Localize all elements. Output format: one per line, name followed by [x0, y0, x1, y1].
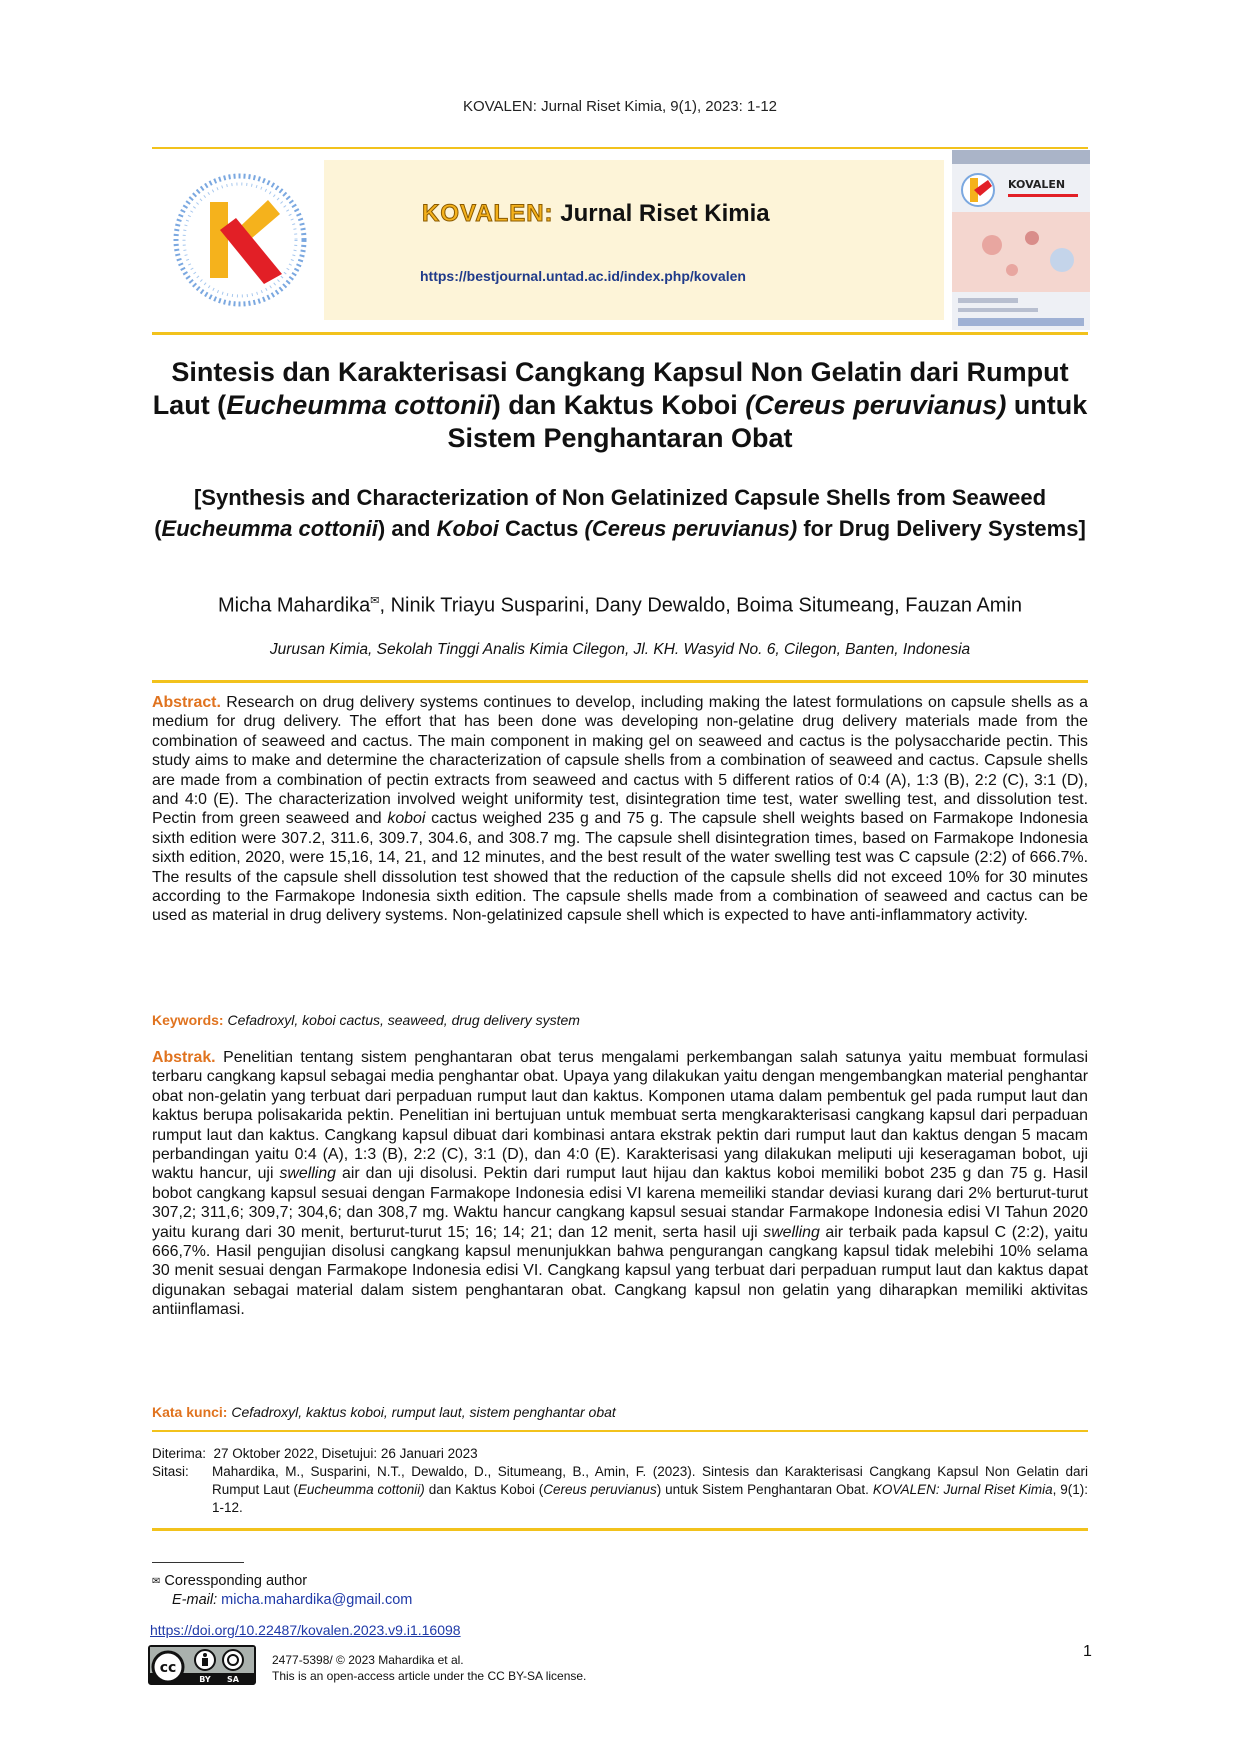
- journal-name: KOVALEN: Jurnal Riset Kimia: [422, 200, 770, 227]
- journal-cover-image: [952, 150, 1090, 330]
- mail-icon: ✉: [152, 1576, 161, 1587]
- banner-panel: [324, 160, 944, 320]
- by-label: BY: [199, 1675, 211, 1684]
- keywords-indonesian: Kata kunci: Cefadroxyl, kaktus koboi, rumput laut, sistem penghantar obat: [152, 1404, 616, 1420]
- abstract-indonesian: Abstrak. Penelitian tentang sistem penghantaran obat terus mengalami perkembangan salah satunya yaitu membuat formulasi terbaru cangkang kapsul sebagai media penghantar obat. Upaya yang dilakukan yaitu dengan mengembangkan material penghantar obat non-gelatin yang terbuat dari perpaduan rumput laut dan kaktus. Komponen utama dalam pembentuk gel pada rumput laut dan kaktus berupa polisakarida pektin. Penelitian ini bertujuan untuk membuat serta mengkarakterisasi cangkang kapsul dari perpaduan rumput laut dan kaktus. Cangkang kapsul dibuat dari kombinasi antara ekstrak pektin dari rumput laut dan kaktus dengan 5 macam perbandingan yaitu 0:4 (A), 1:3 (B), 2:2 (C), 3:1 (D), dan 4:0 (E). Karakterisasi yang dilakukan meliputi uji keseragaman bobot, uji waktu hancur, uji swelling air dan uji disolusi. Pektin dari rumput laut hijau dan kaktus koboi memiliki bobot 235 g dan 75 g. Hasil bobot cangkang kapsul sesuai dengan Farmakope Indonesia edisi VI karena memeiliki standar deviasi kurang dari 2% berturut-turut 307,2; 311,6; 309,7; 304,6; dan 308,7 mg. Waktu hancur cangkang kapsul sesuai standar Farmakope Indonesia edisi VI Tahun 2020 yaitu kurang dari 30 menit, berturut-turut 15; 16; 14; 21; dan 12 menit, serta hasil uji swelling air terbaik pada kapsul C (2:2), yaitu 666,7%. Hasil pengujian disolusi cangkang kapsul menunjukkan bahwa pengurangan cangkang kapsul tidak melebihi 10% selama 30 menit sesuai dengan Farmakope Indonesia edisi VI. Cangkang kapsul yang terbuat dari perpaduan rumput laut dan kaktus dapat digunakan sebagai material dalam sistem penghantaran obat. Cangkang kapsul non gelatin yang diharapkan memiliki aktivitas antiinflamasi.: [152, 1049, 1088, 1319]
- corresponding-mail-icon: ✉: [370, 595, 380, 607]
- corresponding-author-footnote: ✉ Coressponding author E-mail: micha.mahardika@gmail.com: [152, 1573, 413, 1608]
- citation: Sitasi: Mahardika, M., Susparini, N.T., Dewaldo, D., Situmeang, B., Amin, F. (2023). Sintesis dan Karakterisasi Cangkang Kapsul Non Gelatin dari Rumput Laut (Eucheumma cottonii) dan Kaktus Koboi (Cereus peruvianus) untuk Sistem Penghantaran Obat. KOVALEN: Jurnal Riset Kimia, 9(1): 1-12.: [152, 1464, 1089, 1515]
- abstract-english: Abstract. Research on drug delivery systems continues to develop, including making the latest formulations on capsule shells as a medium for drug delivery. The effort that has been done was developing non-gelatine drug delivery materials made from the combination of seaweed and cactus. The main component in making gel on seaweed and cactus is the polysaccharide pectin. This study aims to make and determine the characterization of capsule shells from a combination of seaweed and cactus. Capsule shells are made from a combination of pectin extracts from seaweed and cactus with 5 different ratios of 0:4 (A), 1:3 (B), 2:2 (C), 3:1 (D), and 4:0 (E). The characterization involved weight uniformity test, disintegration time test, water swelling test, and dissolution test. Pectin from green seaweed and koboi cactus weighed 235 g and 75 g. The capsule shell weights based on Farmakope Indonesia sixth edition were 307.2, 311.6, 309.7, 304.6, and 308.7 mg. The capsule shell disintegration times, based on Farmakope Indonesia sixth edition, 2020, were 15,16, 14, 21, and 12 minutes, and the best result of the water swelling test was C capsule (2:2) of 666.7%. The results of the capsule shell dissolution test showed that the reduction of the capsule shells did not exceed 10% for 30 minutes according to the Farmakope Indonesia sixth edition. The capsule shells made from a combination of seaweed and cactus can be used as material in drug delivery systems. Non-gelatinized capsule shell which is expected to have anti-inflammatory activity.: [152, 694, 1088, 925]
- author-list: Micha Mahardika✉, Ninik Triayu Susparini, Dany Dewaldo, Boima Situmeang, Fauzan Amin: [217, 594, 1023, 617]
- abstract-bottom-rule: [152, 1430, 1088, 1432]
- citation-bottom-rule: [152, 1528, 1088, 1531]
- journal-banner: [152, 150, 1088, 330]
- banner-top-rule: [152, 147, 1088, 149]
- article-title-english: [Synthesis and Characterization of Non Gelatinized Capsule Shells from Seaweed (Eucheumma cottonii) and Koboi Cactus (Cereus peruvianus) for Drug Delivery Systems]: [154, 485, 1086, 541]
- cover-brand: KOVALEN: [1008, 178, 1066, 191]
- affiliation: Jurusan Kimia, Sekolah Tinggi Analis Kimia Cilegon, Jl. KH. Wasyid No. 6, Cilegon, Banten, Indonesia: [269, 641, 971, 658]
- footnote-rule: [152, 1562, 244, 1563]
- banner-bottom-rule: [152, 332, 1088, 335]
- running-head: KOVALEN: Jurnal Riset Kimia, 9(1), 2023: 1-12: [462, 98, 778, 115]
- cc-label: cc: [159, 1660, 177, 1676]
- cc-by-sa-badge-icon[interactable]: [148, 1645, 256, 1685]
- sa-label: SA: [227, 1675, 239, 1684]
- license-text: 2477-5398/ © 2023 Mahardika et al. This is an open-access article under the CC BY-SA license.: [272, 1653, 587, 1683]
- page-number: 1: [1083, 1643, 1092, 1660]
- journal-logo-icon: [170, 170, 310, 310]
- article-metadata: [152, 1445, 1088, 1517]
- journal-url-link[interactable]: https://bestjournal.untad.ac.id/index.php/kovalen: [420, 268, 746, 284]
- keywords-english: Keywords: Cefadroxyl, koboi cactus, seaweed, drug delivery system: [152, 1012, 580, 1028]
- doi-link[interactable]: https://doi.org/10.22487/kovalen.2023.v9.i1.16098: [150, 1622, 461, 1638]
- received-accepted-dates: Diterima: 27 Oktober 2022, Disetujui: 26 Januari 2023: [152, 1446, 478, 1461]
- abstract-top-rule: [152, 680, 1088, 683]
- author-email-link[interactable]: micha.mahardika@gmail.com: [221, 1592, 413, 1608]
- article-title-indonesian: Sintesis dan Karakterisasi Cangkang Kapsul Non Gelatin dari Rumput Laut (Eucheumma cottonii) dan Kaktus Koboi (Cereus peruvianus) untuk Sistem Penghantaran Obat: [152, 357, 1088, 453]
